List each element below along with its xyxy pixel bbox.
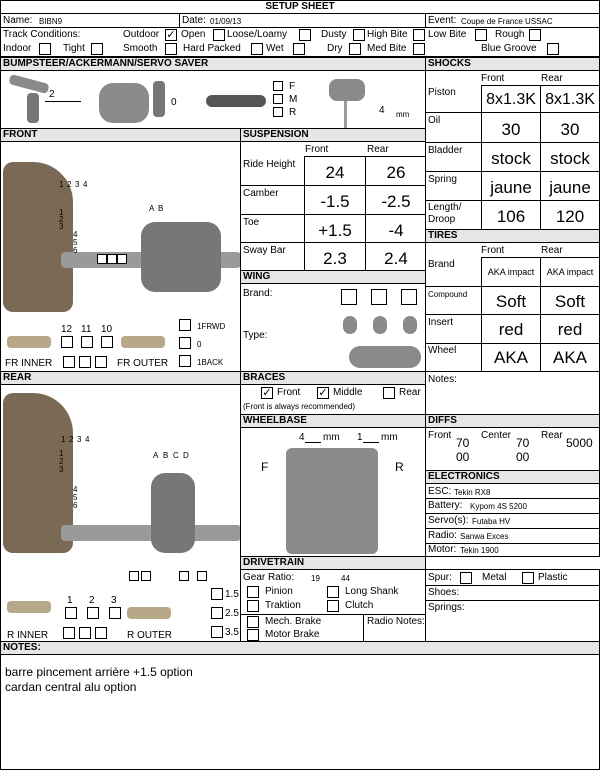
wb-mm-rear: mm (381, 432, 398, 443)
compound-front[interactable]: Soft (495, 292, 527, 311)
radio-value[interactable]: Sanwa Exces (460, 532, 509, 541)
wb-line-rear (363, 442, 379, 443)
tires-rear-label: Rear (541, 245, 563, 256)
servo-horn-value: 4 (379, 105, 385, 116)
front-pos1: 1 (59, 180, 64, 189)
dry-checkbox[interactable] (349, 43, 361, 55)
braces-middle-checkbox[interactable]: ✓ (318, 387, 328, 399)
indoor-label: Indoor (3, 43, 32, 54)
r-outer-label: R OUTER (127, 630, 172, 641)
traktion-checkbox[interactable] (247, 600, 259, 612)
event-field[interactable] (425, 13, 600, 28)
frwd-label: 1FRWD (197, 322, 226, 331)
date-value: 01/09/13 (210, 17, 242, 26)
wet-checkbox[interactable] (293, 43, 305, 55)
wb-r-label: R (395, 460, 404, 474)
wing-brand-1[interactable] (341, 289, 357, 305)
braces-header: BRACES (240, 371, 426, 385)
servo-horn-mm: mm (396, 110, 410, 119)
susp-front-label: Front (305, 144, 329, 155)
rear-inner2: 2 (59, 457, 64, 466)
rear-inner6: 6 (73, 501, 78, 510)
h25-label: 2.5 (225, 608, 239, 619)
title-bar (0, 0, 600, 14)
zero-checkbox[interactable] (179, 337, 191, 349)
front-inner-pin-image (7, 336, 51, 348)
wing-header: WING (240, 270, 426, 284)
front-hole-1[interactable] (97, 254, 107, 264)
dusty-label: Dusty (321, 29, 347, 40)
rear-hole-2[interactable] (141, 571, 151, 581)
wheel-front[interactable]: AKA (493, 348, 529, 367)
metal-checkbox[interactable] (522, 572, 534, 584)
camber-rear[interactable]: -2.5 (381, 192, 411, 211)
rear-hole-1[interactable] (129, 571, 139, 581)
r-inner-checkbox-2[interactable] (79, 627, 91, 639)
electronics-area (425, 483, 600, 557)
elec-line2 (426, 513, 600, 514)
tires-table (425, 242, 600, 372)
front-shim11-checkbox[interactable] (81, 336, 93, 348)
longshank-checkbox[interactable] (327, 586, 339, 598)
servo-horn-post (344, 101, 347, 129)
ackermann-value: 0 (171, 97, 177, 108)
diff-rear-label: Rear (541, 430, 563, 441)
front-shim12: 12 (61, 324, 73, 335)
h35-checkbox[interactable] (211, 626, 223, 638)
bluegroove-checkbox[interactable] (547, 43, 559, 55)
shocks-front-label: Front (481, 73, 505, 84)
bladder-label: Bladder (428, 145, 463, 156)
length-rear[interactable]: 120 (555, 207, 585, 226)
braces-note: (Front is always recommended) (243, 402, 356, 411)
notes-line2: cardan central alu option (5, 680, 137, 694)
notes-side[interactable] (425, 371, 600, 415)
servo-value[interactable]: Futaba HV (472, 517, 511, 526)
rear-inner5: 5 (73, 493, 78, 502)
rear-b: B (163, 451, 169, 460)
back-checkbox[interactable] (179, 355, 191, 367)
servo-m-label: M (289, 94, 298, 105)
oil-rear[interactable]: 30 (560, 120, 580, 139)
r-inner-checkbox-1[interactable] (63, 627, 75, 639)
servo-horn-image (329, 79, 365, 101)
lowbite-label: Low Bite (428, 29, 467, 40)
rear-shim1-checkbox[interactable] (65, 607, 77, 619)
camber-label: Camber (243, 188, 279, 199)
tires-header: TIRES (425, 229, 600, 243)
front-hub-image (141, 222, 221, 292)
diffs-area (425, 427, 600, 471)
compound-label: Compound (428, 290, 468, 299)
insert-label: Insert (428, 317, 454, 328)
length-front[interactable]: 106 (496, 207, 526, 226)
motor-value[interactable]: Tekin 1900 (460, 546, 499, 555)
shocks-row1 (426, 112, 600, 113)
front-pos4: 4 (83, 180, 88, 189)
track-conditions (0, 27, 600, 57)
rough-label: Rough (495, 29, 525, 40)
rear-shim2-checkbox[interactable] (87, 607, 99, 619)
servo-label: Servo(s): (428, 515, 469, 526)
insert-rear[interactable]: red (557, 320, 583, 339)
front-outer-pin-image (121, 336, 165, 348)
motorbrake-label: Motor Brake (265, 629, 320, 640)
zero-label: 0 (197, 340, 202, 349)
piston-rear[interactable]: 8x1.3K (545, 91, 595, 108)
notes-area[interactable] (0, 654, 600, 770)
wb-line-front (305, 442, 321, 443)
sway-front[interactable]: 2.3 (323, 249, 347, 268)
shocks-header: SHOCKS (425, 57, 600, 71)
hardpacked-label: Hard Packed (183, 43, 241, 54)
open-label: Open (181, 29, 206, 40)
suspension-header: SUSPENSION (240, 128, 426, 142)
rear-pos3: 3 (77, 435, 82, 444)
bump-value: 2 (49, 89, 55, 100)
metal-label: Metal (482, 572, 507, 583)
rear-shim3-checkbox[interactable] (109, 607, 121, 619)
outdoor-label: Outdoor (123, 29, 160, 40)
wing-area (240, 283, 426, 372)
piston-front[interactable]: 8x1.3K (486, 91, 536, 108)
notes-line1: barre pincement arrière +1.5 option (5, 665, 193, 679)
name-value: BIBN9 (39, 17, 63, 26)
indoor-checkbox[interactable] (39, 43, 51, 55)
susp-row2 (241, 214, 426, 215)
rear-shim3: 3 (111, 595, 117, 606)
outdoor-checkbox[interactable]: ✓ (166, 29, 176, 41)
radionotes-label: Radio Notes: (367, 616, 425, 627)
bump-link-image (8, 74, 49, 94)
tire-brand-front[interactable]: AKA impact (487, 267, 535, 277)
smooth-label: Smooth (123, 43, 158, 54)
bump-line (45, 101, 81, 102)
medbite-checkbox[interactable] (413, 43, 425, 55)
shocks-rear-label: Rear (541, 73, 563, 84)
servo-r-label: R (289, 107, 297, 118)
esc-label: ESC: (428, 486, 452, 497)
h15-checkbox[interactable] (211, 588, 223, 600)
susp-row1 (241, 185, 426, 186)
gear-label: Gear Ratio: (243, 572, 295, 583)
rear-a: A (153, 451, 159, 460)
wing-brand-3[interactable] (401, 289, 417, 305)
diff-center-value[interactable]: 70 (516, 436, 530, 450)
wheelbase-hub-image (286, 448, 378, 554)
front-inner4: 4 (73, 230, 78, 239)
h15-label: 1.5 (225, 589, 239, 600)
battery-value[interactable]: Kypom 4S 5200 (470, 502, 527, 511)
date-label: Date: (182, 15, 206, 26)
h35-label: 3.5 (225, 627, 239, 638)
diff-center-value2[interactable]: 00 (516, 450, 530, 464)
rear-shim2: 2 (89, 595, 95, 606)
esc-value[interactable]: Tekin RX8 (454, 488, 491, 497)
dry-label: Dry (327, 43, 343, 54)
rear-outer-pin-image (127, 607, 171, 619)
elec-line1 (426, 498, 600, 499)
wing-type-label: Type: (243, 330, 268, 341)
pinion-label: Pinion (265, 586, 293, 597)
clutch-label: Clutch (345, 600, 374, 611)
rear-diagram (0, 384, 241, 642)
hardpacked-checkbox[interactable] (251, 43, 263, 55)
rear-hole-3[interactable] (179, 571, 189, 581)
suspension-table (240, 141, 426, 271)
front-hole-3[interactable] (117, 254, 127, 264)
shocks-row3 (426, 171, 600, 172)
event-value: Coupe de France USSAC (461, 17, 553, 26)
wing-type-image (349, 346, 421, 368)
medbite-label: Med Bite (367, 43, 407, 54)
braces-front-label: Front (277, 387, 301, 398)
ride-front[interactable]: 24 (325, 163, 345, 182)
wheel-label: Wheel (428, 345, 457, 356)
diff-front-label: Front (428, 430, 452, 441)
wheel-rear[interactable]: AKA (552, 348, 588, 367)
tire-brand-label: Brand (428, 259, 455, 270)
wing-brand-label: Brand: (243, 288, 273, 299)
loose-checkbox[interactable] (299, 29, 311, 41)
rear-pos1: 1 (61, 435, 66, 444)
spur-blank-checkbox[interactable] (460, 572, 472, 584)
oil-label: Oil (428, 115, 441, 126)
diff-front-value2[interactable]: 00 (456, 450, 470, 464)
sway-rear[interactable]: 2.4 (384, 249, 408, 268)
name-label: Name: (3, 15, 33, 26)
sway-label: Sway Bar (243, 245, 286, 256)
insert-front[interactable]: red (498, 320, 524, 339)
length-label: Length/ Droop (428, 202, 462, 225)
wing-mount-2 (373, 316, 387, 334)
ackermann-image (99, 83, 149, 123)
servo-saver-image (206, 95, 266, 107)
tires-front-label: Front (481, 245, 505, 256)
tight-label: Tight (63, 43, 85, 54)
front-inner6: 6 (73, 246, 78, 255)
ride-rear[interactable]: 26 (386, 163, 406, 182)
tires-row2 (426, 314, 600, 315)
front-diagram (0, 141, 241, 372)
ackermann-spacers-image (153, 81, 165, 117)
servo-m-checkbox[interactable] (273, 94, 283, 104)
wheelbase-area (240, 427, 426, 557)
braces-middle-label: Middle (333, 387, 363, 398)
rear-hole-4[interactable] (197, 571, 207, 581)
bump-area (0, 70, 426, 129)
rear-pos2: 2 (69, 435, 74, 444)
shocks-row4 (426, 200, 600, 201)
front-pos2: 2 (67, 180, 72, 189)
front-a: A (149, 204, 155, 213)
servo-f-label: F (289, 81, 296, 92)
rear-shim1: 1 (67, 595, 73, 606)
front-hole-2[interactable] (107, 254, 117, 264)
h25-checkbox[interactable] (211, 607, 223, 619)
compound-rear[interactable]: Soft (554, 292, 586, 311)
front-pos3: 3 (75, 180, 80, 189)
page-title: SETUP SHEET (265, 1, 335, 12)
servo-r-checkbox[interactable] (273, 107, 283, 117)
front-inner5: 5 (73, 238, 78, 247)
rear-inner-pin-image (7, 601, 51, 613)
motor-label: Motor: (428, 544, 457, 555)
highbite-label: High Bite (367, 29, 408, 40)
tires-row1 (426, 286, 600, 287)
front-shim11: 11 (81, 324, 92, 335)
front-shim12-checkbox[interactable] (61, 336, 73, 348)
date-field[interactable] (179, 13, 426, 28)
braces-rear-label: Rear (399, 387, 421, 398)
diff-front-value[interactable]: 70 (456, 436, 470, 450)
shocks-row2 (426, 142, 600, 143)
front-header: FRONT (0, 128, 241, 142)
toe-front[interactable]: +1.5 (318, 221, 352, 240)
open-checkbox[interactable] (213, 29, 225, 41)
wb-f-label: F (261, 460, 269, 474)
drivetrain-vline (363, 614, 364, 642)
diffs-header: DIFFS (425, 414, 600, 428)
tire-brand-rear[interactable]: AKA impact (546, 267, 594, 277)
mechbrake-label: Mech. Brake (265, 616, 322, 627)
fr-inner-checkbox-2[interactable] (79, 356, 91, 368)
traktion-label: Traktion (265, 600, 301, 611)
track-label: Track Conditions: (3, 29, 81, 40)
wheelbase-header: WHEELBASE (240, 414, 426, 428)
fr-inner-label: FR INNER (5, 358, 53, 369)
name-field[interactable] (0, 13, 180, 28)
spur-label: Spur: (428, 572, 452, 583)
rear-c: C (173, 451, 179, 460)
spring-label: Spring (428, 174, 457, 185)
bump-spacers-image (27, 93, 39, 123)
ride-label: Ride Height (243, 159, 296, 170)
gear-value-1[interactable]: 19 (311, 574, 320, 583)
camber-front[interactable]: -1.5 (320, 192, 350, 211)
rear-header: REAR (0, 371, 241, 385)
smooth-checkbox[interactable] (165, 43, 177, 55)
radio-label: Radio: (428, 530, 457, 541)
fr-outer-label: FR OUTER (117, 358, 169, 369)
front-inner1: 1 (59, 208, 64, 217)
rear-pos4: 4 (85, 435, 90, 444)
fr-inner-checkbox-1[interactable] (63, 356, 75, 368)
bluegroove-label: Blue Groove (481, 43, 537, 54)
front-shim10-checkbox[interactable] (101, 336, 113, 348)
spur-area (425, 569, 600, 642)
notes-side-label: Notes: (428, 374, 457, 385)
drivetrain-header: DRIVETRAIN (240, 556, 426, 570)
dusty-checkbox[interactable] (353, 29, 365, 41)
spring-front[interactable]: jaune (490, 178, 532, 197)
front-shim10: 10 (101, 324, 113, 335)
notes-header: NOTES: (0, 641, 600, 655)
longshank-label: Long Shank (345, 586, 399, 597)
toe-label: Toe (243, 217, 260, 228)
fr-inner-checkbox-3[interactable] (95, 356, 107, 368)
drivetrain-area (240, 569, 426, 642)
rear-d: D (183, 451, 189, 460)
rear-inner3: 3 (59, 465, 64, 474)
spur-line1 (426, 585, 600, 586)
wing-mount-3 (403, 316, 417, 334)
wing-mount-1 (343, 316, 357, 334)
braces-area (240, 384, 426, 415)
event-label: Event: (428, 15, 457, 26)
rear-inner1: 1 (59, 449, 64, 458)
toe-rear[interactable]: -4 (388, 221, 404, 240)
diff-rear-value[interactable]: 5000 (566, 436, 593, 450)
wing-brand-2[interactable] (371, 289, 387, 305)
electronics-header: ELECTRONICS (425, 470, 600, 484)
loose-label: Loose/Loamy (227, 29, 288, 40)
tight-checkbox[interactable] (91, 43, 103, 55)
frwd-checkbox[interactable] (179, 319, 191, 331)
r-inner-checkbox-3[interactable] (95, 627, 107, 639)
back-label: 1BACK (197, 358, 224, 367)
servo-f-checkbox[interactable] (273, 81, 283, 91)
oil-front[interactable]: 30 (501, 120, 521, 139)
clutch-checkbox[interactable] (327, 600, 339, 612)
springs-label: Springs: (428, 602, 465, 613)
motorbrake-checkbox[interactable] (247, 629, 259, 641)
bladder-rear[interactable]: stock (550, 149, 590, 168)
braces-rear-checkbox[interactable] (383, 387, 395, 399)
shocks-table (425, 70, 600, 230)
rear-inner4: 4 (73, 485, 78, 494)
r-inner-label: R INNER (7, 630, 49, 641)
wb-mm-front: mm (323, 432, 340, 443)
susp-row3 (241, 242, 426, 243)
lowbite-checkbox[interactable] (475, 29, 487, 41)
diff-center-label: Center (481, 430, 512, 441)
tires-row3 (426, 343, 600, 344)
susp-rear-label: Rear (367, 144, 389, 155)
front-b: B (158, 204, 164, 213)
spring-rear[interactable]: jaune (549, 178, 591, 197)
pinion-checkbox[interactable] (247, 586, 259, 598)
battery-label: Battery: (428, 500, 463, 511)
highbite-checkbox[interactable] (413, 29, 425, 41)
bladder-front[interactable]: stock (491, 149, 531, 168)
wet-label: Wet (266, 43, 284, 54)
spur-line2 (426, 600, 600, 601)
shoes-label: Shoes: (428, 587, 460, 598)
braces-front-checkbox[interactable]: ✓ (262, 387, 272, 399)
plastic-label: Plastic (538, 572, 568, 583)
rough-checkbox[interactable] (529, 29, 541, 41)
front-inner3: 3 (59, 222, 64, 231)
front-inner2: 2 (59, 215, 64, 224)
piston-label: Piston (428, 87, 456, 98)
wb-value-front: 4 (299, 432, 305, 443)
bump-header: BUMPSTEER/ACKERMANN/SERVO SAVER (0, 57, 426, 71)
wb-value-rear: 1 (357, 432, 363, 443)
drivetrain-line (241, 614, 426, 615)
mechbrake-checkbox[interactable] (247, 616, 259, 628)
rear-hub-image (151, 473, 195, 553)
gear-value-2[interactable]: 44 (341, 574, 350, 583)
elec-line3 (426, 528, 600, 529)
